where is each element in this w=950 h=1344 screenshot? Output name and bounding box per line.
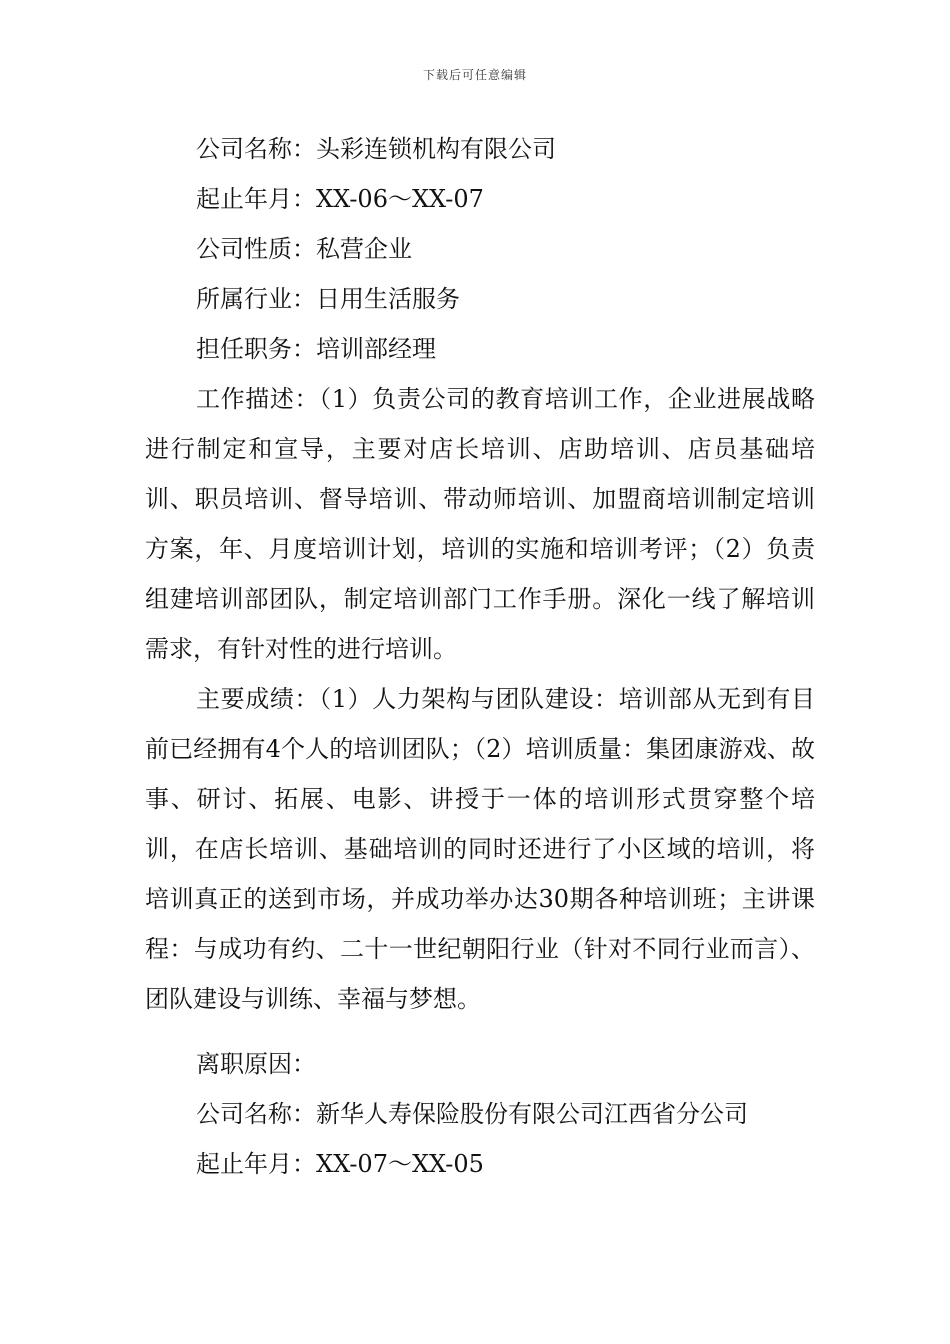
- job1-company-name: 公司名称：头彩连锁机构有限公司: [196, 135, 556, 163]
- job1-company-nature: 公司性质：私营企业: [196, 235, 412, 263]
- document-body: [145, 124, 815, 1189]
- job2-company-name: 公司名称：新华人寿保险股份有限公司江西省分公司: [196, 1100, 748, 1128]
- job1-industry: 所属行业：日用生活服务: [196, 285, 460, 313]
- job1-achievements: 主要成绩：（1）人力架构与团队建设：培训部从无到有目前已经拥有4个人的培训团队；（2）培训质量：集团康游戏、故事、研讨、拓展、电影、讲授于一体的培训形式贯穿整个培训，在店长培训、基础培训的同时还进行了小区域的培训，将培训真正的送到市场，并成功举办达30期各种培训班；主讲课程：与成功有约、二十一世纪朝阳行业（针对不同行业而言）、团队建设与训练、幸福与梦想。: [145, 685, 815, 1013]
- page-header-note: 下载后可任意编辑: [422, 68, 527, 82]
- job1-position: 担任职务：培训部经理: [196, 335, 436, 363]
- job1-period: 起止年月：XX-06～XX-07: [196, 185, 484, 213]
- job1-leave-reason: 离职原因：: [196, 1050, 316, 1078]
- job1-work-description: 工作描述：（1）负责公司的教育培训工作，企业进展战略进行制定和宣导，主要对店长培训、店助培训、店员基础培训、职员培训、督导培训、带动师培训、加盟商培训制定培训方案，年、月度培训计划，培训的实施和培训考评；（2）负责组建培训部团队，制定培训部门工作手册。深化一线了解培训需求，有针对性的进行培训。: [145, 385, 815, 663]
- job2-period: 起止年月：XX-07～XX-05: [196, 1150, 484, 1178]
